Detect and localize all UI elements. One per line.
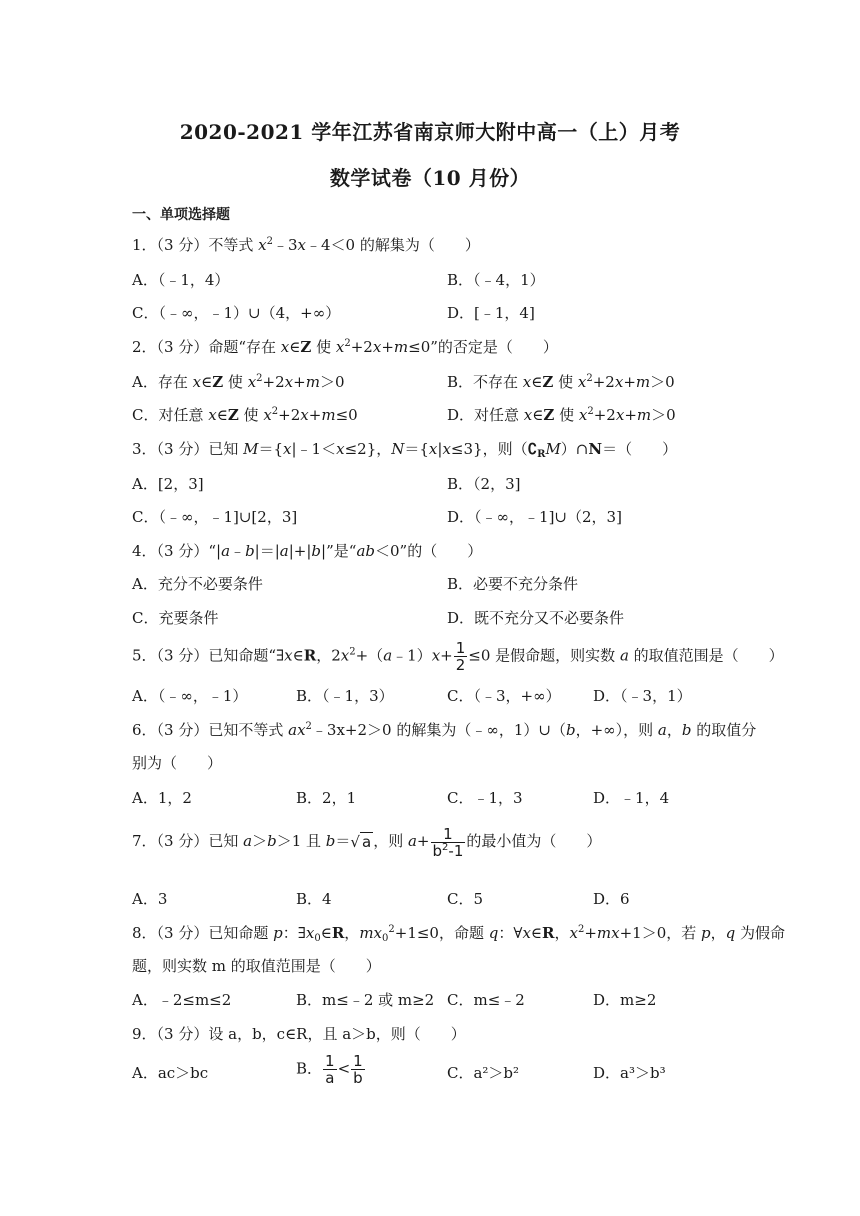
sqrt-a: √ a [350,833,372,851]
section-heading-single-choice: 一、单项选择题 [132,207,230,223]
question-5-option-c[interactable]: C．（﹣3，+∞） [447,687,561,705]
question-6-option-b[interactable]: B．2，1 [296,789,357,807]
question-2-option-a[interactable]: A．存在 x∈Z 使 $x^2+2x+m>0$ [132,373,345,391]
question-7-option-a[interactable]: A．3 [132,890,168,908]
question-2-stem: 2．（3 分）命题“存在 x∈Z 使 $x^2+2x+m\le 0$”的否定是（ ） [132,338,558,356]
question-7-stem: 7．（3 分）已知 a＞b＞1 且 b＝√ a ，则 a+ $\frac{1}{b^2-1}$ 的最小值为（ ） [132,824,602,860]
question-3-option-c[interactable]: C．（﹣∞，﹣1]∪[2，3] [132,508,298,526]
question-1-option-d[interactable]: D．[﹣1，4] [447,304,535,322]
fraction-one-over-a: $\frac{1}{a}$ [325,1052,335,1087]
question-8-option-c[interactable]: C．m≤﹣2 [447,991,525,1009]
question-2-option-d[interactable]: D．对任意 x∈Z 使 $x^2+2x+m>0$ [447,406,676,424]
question-6-option-c[interactable]: C．﹣1，3 [447,789,523,807]
fraction-one-over-b: $\frac{1}{b}$ [353,1052,363,1087]
question-9-option-a[interactable]: A．ac＞bc [132,1064,209,1082]
question-3-stem: 3．（3 分）已知 M＝{x|﹣1＜x≤2}，N＝{x|x≤3}，则$(∁_RM)\cap N=$（ ） [132,440,678,460]
question-6-stem-line2: 别为（ ） [132,754,223,772]
question-3-option-b[interactable]: B．（2，3] [447,475,521,493]
question-4-option-a[interactable]: A．充分不必要条件 [132,575,263,593]
question-1-option-c[interactable]: C．（﹣∞，﹣1）∪（4，+∞） [132,304,341,322]
fraction-one-half: $\frac{1}{2}$ [455,639,466,674]
question-7-option-c[interactable]: C．5 [447,890,484,908]
question-9-option-b[interactable]: B． $\frac{1}{a}$ < $\frac{1}{b}$ [296,1052,363,1087]
question-7-option-b[interactable]: B．4 [296,890,332,908]
fraction-one-over-b-squared-minus-one: $\frac{1}{b^2-1}$ [432,824,464,860]
question-3-option-a[interactable]: A．[2，3] [132,475,204,493]
question-5-option-a[interactable]: A．（﹣∞，﹣1） [132,687,248,705]
question-6-option-a[interactable]: A．1，2 [132,789,192,807]
exam-title-line1: 2020-2021 学年江苏省南京师大附中高一（上）月考 [179,120,681,144]
question-9-option-d[interactable]: D．a³＞b³ [593,1064,666,1082]
question-1-option-b[interactable]: B．（﹣4，1） [447,271,545,289]
question-2-option-c[interactable]: C．对任意 x∈Z 使 $x^2+2x+m\le 0$ [132,406,358,424]
question-2-option-b[interactable]: B．不存在 x∈Z 使 $x^2+2x+m>0$ [447,373,675,391]
question-9-option-c[interactable]: C．a²＞b² [447,1064,520,1082]
question-4-option-d[interactable]: D．既不充分又不必要条件 [447,609,625,627]
question-1-option-a[interactable]: A．（﹣1，4） [132,271,230,289]
question-4-option-b[interactable]: B．必要不充分条件 [447,575,579,593]
question-5-stem: 5．（3 分）已知命题“∃x∈R，$2x^2+(a﹣1)x+$ $\frac{1}{2}$ ≤0 是假命题，则实数 a 的取值范围是（ ） [132,639,784,674]
question-6-stem-line1: 6．（3 分）已知不等式 $ax^2﹣3x+2>0$ 的解集为（﹣∞，1）∪（b，+∞），则 a，b 的取值分 [132,721,757,739]
question-8-stem-line1: 8．（3 分）已知命题 p：$\exists x_0\in R$，$mx_0^2+1\le 0$，命题 q：∀x∈R，$x^2+mx+1>0$，若 p，q 为假命 [132,924,786,944]
question-6-option-d[interactable]: D．﹣1，4 [593,789,670,807]
question-3-option-d[interactable]: D．（﹣∞，﹣1]∪（2，3] [447,508,622,526]
question-8-option-d[interactable]: D．m≥2 [593,991,657,1009]
question-5-option-d[interactable]: D．（﹣3，1） [593,687,692,705]
question-1-stem: 1．（3 分）不等式 $x^2﹣3x﹣4<0$ 的解集为（ ） [132,236,480,254]
question-8-option-b[interactable]: B．m≤﹣2 或 m≥2 [296,991,435,1009]
question-4-stem: 4．（3 分）“|a﹣b|＝|a|+|b|”是“ab＜0”的（ ） [132,542,483,560]
question-8-stem-line2: 题，则实数 m 的取值范围是（ ） [132,957,381,975]
question-4-option-c[interactable]: C．充要条件 [132,609,219,627]
question-8-option-a[interactable]: A．﹣2≤m≤2 [132,991,232,1009]
exam-title-line2: 数学试卷（10 月份） [329,166,531,190]
question-7-option-d[interactable]: D．6 [593,890,630,908]
question-5-option-b[interactable]: B．（﹣1，3） [296,687,394,705]
question-9-stem: 9．（3 分）设 a，b，c∈R，且 a＞b，则（ ） [132,1025,466,1043]
